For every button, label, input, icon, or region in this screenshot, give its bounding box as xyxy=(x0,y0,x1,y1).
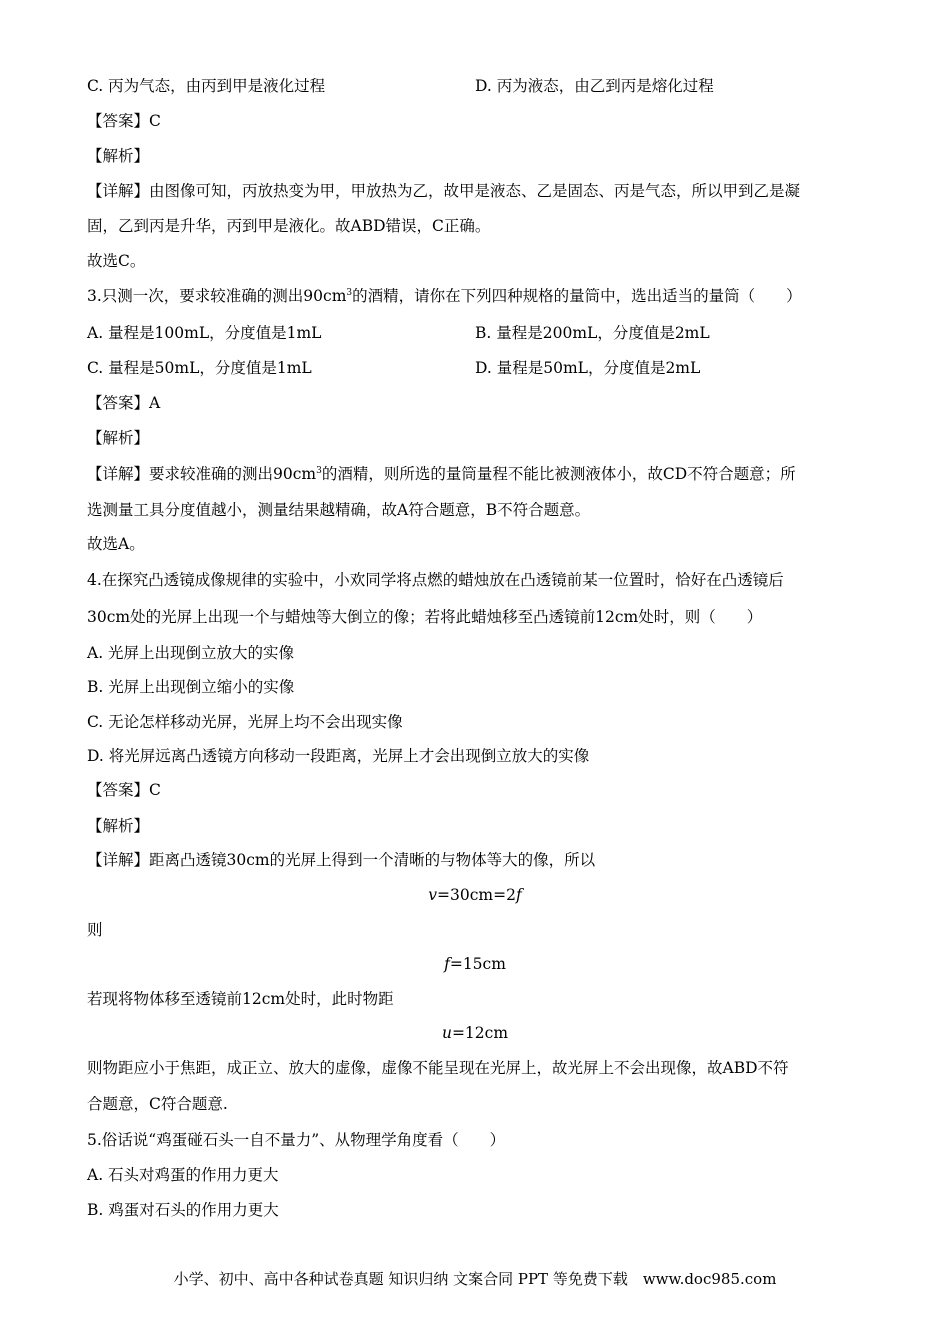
q4-stem-line-1: 4.在探究凸透镜成像规律的实验中，小欢同学将点燃的蜡烛放在凸透镜前某一位置时，恰好在凸透镜后 xyxy=(87,571,784,589)
answer-tag: 【答案】 xyxy=(87,781,150,799)
eq-middle: =30cm=2 xyxy=(437,886,516,904)
q4-detail-line-2: 若现将物体移至透镜前12cm处时，此时物距 xyxy=(87,990,394,1008)
q3-detail-part-b: 的酒精，则所选的量筒量程不能比被测液体小，故CD不符合题意；所 xyxy=(321,465,796,483)
q3-detail-superscript: 3 xyxy=(316,466,322,476)
q4-stem-line-2: 30cm处的光屏上出现一个与蜡烛等大倒立的像；若将此蜡烛移至凸透镜前12cm处时，则（ ） xyxy=(87,608,763,626)
q2-analysis-heading: 【解析】 xyxy=(87,147,150,165)
q3-detail-line-2: 选测量工具分度值越小，测量结果越精确，故A符合题意，B不符合题意。 xyxy=(87,501,591,519)
page-footer: 小学、初中、高中各种试卷真题 知识归纳 文案合同 PPT 等免费下载 www.doc985.com xyxy=(173,1270,777,1288)
q4-detail-line-3: 则物距应小于焦距，成正立、放大的虚像，虚像不能呈现在光屏上，故光屏上不会出现像，故ABD不符 xyxy=(87,1059,789,1077)
q4-option-a: A. 光屏上出现倒立放大的实像 xyxy=(87,644,295,662)
q3-option-c: C. 量程是50mL，分度值是1mL xyxy=(87,359,312,377)
q3-option-d: D. 量程是50mL，分度值是2mL xyxy=(475,359,701,377)
answer-value: C xyxy=(149,112,161,130)
q4-option-b: B. 光屏上出现倒立缩小的实像 xyxy=(87,678,295,696)
q4-equation-2 xyxy=(0,953,950,975)
eq-variable-f: f xyxy=(515,886,522,904)
q2-conclusion: 故选C。 xyxy=(87,252,146,270)
eq-variable-f: f xyxy=(444,955,450,973)
answer-tag: 【答案】 xyxy=(87,112,150,130)
q5-option-a: A. 石头对鸡蛋的作用力更大 xyxy=(87,1166,279,1184)
q3-conclusion: 故选A。 xyxy=(87,535,145,553)
q4-option-d: D. 将光屏远离凸透镜方向移动一段距离，光屏上才会出现倒立放大的实像 xyxy=(87,747,590,765)
q4-equation-1 xyxy=(0,884,950,906)
q3-analysis-heading: 【解析】 xyxy=(87,429,150,447)
q3-stem-superscript: 3 xyxy=(346,288,353,298)
q3-answer xyxy=(87,392,160,414)
q3-stem-part-b: 的酒精，请你在下列四种规格的量筒中，选出适当的量筒（ ） xyxy=(352,287,802,305)
q4-detail-line-4: 合题意，C符合题意. xyxy=(87,1095,228,1113)
eq-variable-v: v xyxy=(428,886,438,904)
q5-option-b: B. 鸡蛋对石头的作用力更大 xyxy=(87,1201,279,1219)
eq-variable-u: u xyxy=(441,1024,452,1042)
q2-answer xyxy=(87,110,161,132)
q2-detail-line-2: 固，乙到丙是升华，丙到甲是液化。故ABD错误，C正确。 xyxy=(87,217,491,235)
q2-detail-line-1: 【详解】由图像可知，丙放热变为甲，甲放热为乙，故甲是液态、乙是固态、丙是气态，所以甲到乙是凝 xyxy=(87,182,801,200)
q4-answer xyxy=(87,779,161,801)
q2-option-d: D. 丙为液态，由乙到丙是熔化过程 xyxy=(475,77,714,95)
q5-stem: 5.俗话说“鸡蛋碰石头一自不量力”、从物理学角度看（ ） xyxy=(87,1131,506,1149)
answer-tag: 【答案】 xyxy=(87,394,150,412)
answer-value: C xyxy=(149,781,161,799)
q4-equation-3 xyxy=(0,1022,950,1044)
q3-detail-part-a: 【详解】要求较准确的测出90cm xyxy=(87,465,317,483)
eq-rest: =12cm xyxy=(451,1024,509,1042)
q4-then: 则 xyxy=(87,921,103,939)
eq-rest: =15cm xyxy=(449,955,506,973)
q3-option-b: B. 量程是200mL，分度值是2mL xyxy=(475,324,710,342)
q3-stem-part-a: 3.只测一次，要求较准确的测出90cm xyxy=(87,287,347,305)
q3-detail-line-1 xyxy=(87,463,796,485)
q3-stem xyxy=(87,285,802,307)
q4-option-c: C. 无论怎样移动光屏，光屏上均不会出现实像 xyxy=(87,713,403,731)
q2-option-c: C. 丙为气态，由丙到甲是液化过程 xyxy=(87,77,326,95)
q4-analysis-heading: 【解析】 xyxy=(87,817,150,835)
q3-option-a: A. 量程是100mL，分度值是1mL xyxy=(87,324,322,342)
q4-detail-line-1: 【详解】距离凸透镜30cm的光屏上得到一个清晰的与物体等大的像，所以 xyxy=(87,851,596,869)
answer-value: A xyxy=(149,394,161,412)
